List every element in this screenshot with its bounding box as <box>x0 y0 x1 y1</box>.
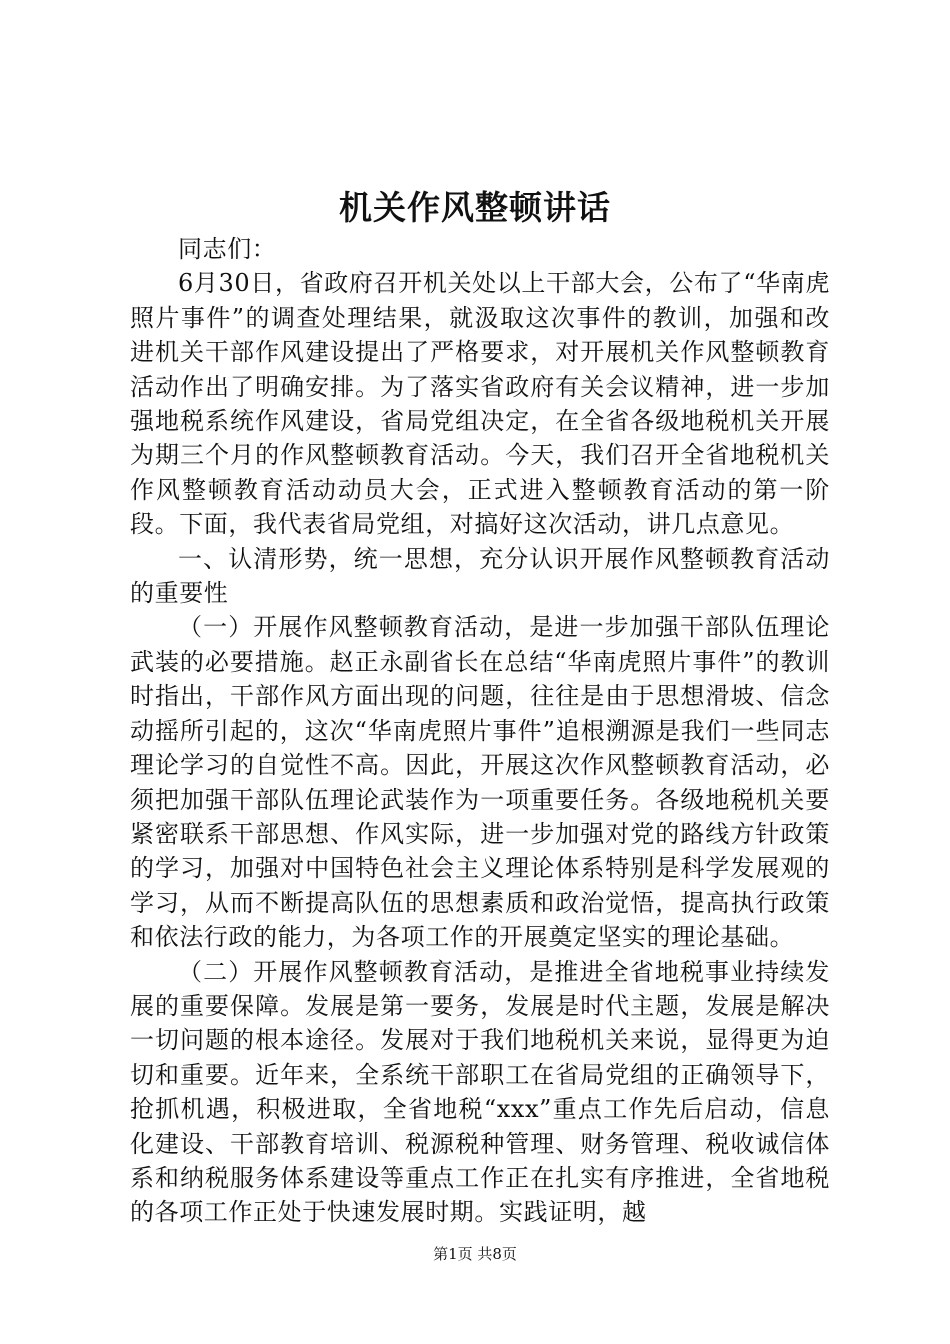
intro-paragraph: 6月30日，省政府召开机关处以上干部大会，公布了“华南虎照片事件”的调查处理结果，就汲取这次事件的教训，加强和改进机关干部作风建设提出了严格要求，对开展机关作风整顿教育活动作出了明确安排。为了落实省政府有关会议精神，进一步加强地税系统作风建设，省局党组决定，在全省各级地税机关开展为期三个月的作风整顿教育活动。今天，我们召开全省地税机关作风整顿教育活动动员大会，正式进入整顿教育活动的第一阶段。下面，我代表省局党组，对搞好这次活动，讲几点意见。 <box>130 269 830 539</box>
subsection-paragraph-1: （一）开展作风整顿教育活动，是进一步加强干部队伍理论武装的必要措施。赵正永副省长在总结“华南虎照片事件”的教训时指出，干部作风方面出现的问题，往往是由于思想滑坡、信念动摇所引起的，这次“华南虎照片事件”追根溯源是我们一些同志理论学习的自觉性不高。因此，开展这次作风整顿教育活动，必须把加强干部队伍理论武装作为一项重要任务。各级地税机关要紧密联系干部思想、作风实际，进一步加强对党的路线方针政策的学习，加强对中国特色社会主义理论体系特别是科学发展观的学习，从而不断提高队伍的思想素质和政治觉悟，提高执行政策和依法行政的能力，为各项工作的开展奠定坚实的理论基础。 <box>130 613 830 952</box>
page-number-footer: 第1页 共8页 <box>433 1245 517 1263</box>
document-body <box>130 232 830 1230</box>
document-title: 机关作风整顿讲话 <box>339 188 611 227</box>
salutation-paragraph: 同志们： <box>178 235 277 263</box>
section-heading-1: 一、认清形势，统一思想，充分认识开展作风整顿教育活动的重要性 <box>130 544 830 608</box>
subsection-paragraph-2: （二）开展作风整顿教育活动，是推进全省地税事业持续发展的重要保障。发展是第一要务，发展是时代主题，发展是解决一切问题的根本途径。发展对于我们地税机关来说，显得更为迫切和重要。近年来，全系统干部职工在省局党组的正确领导下，抢抓机遇，积极进取，全省地税“xxx”重点工作先后启动，信息化建设、干部教育培训、税源税种管理、财务管理、税收诚信体系和纳税服务体系建设等重点工作正在扎实有序推进，全省地税的各项工作正处于快速发展时期。实践证明，越 <box>130 957 830 1227</box>
